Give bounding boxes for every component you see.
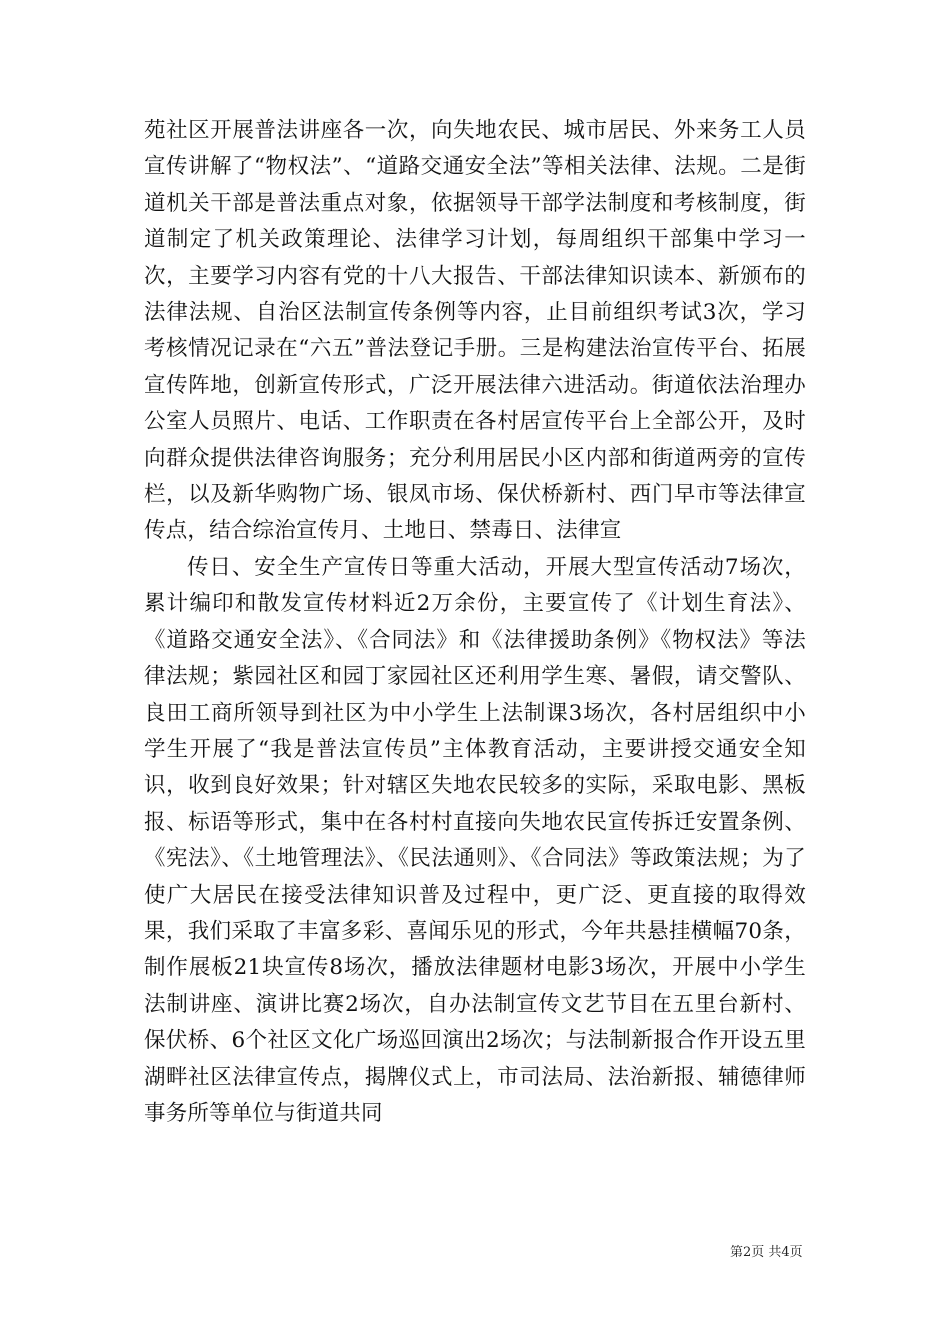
paragraph-1: 苑社区开展普法讲座各一次，向失地农民、城市居民、外来务工人员宣传讲解了“物权法”、“道路交通安全法”等相关法律、法规。二是街道机关干部是普法重点对象，依据领导干部学法制度和考核制度，街道制定了机关政策理论、法律学习计划，每周组织干部集中学习一次，主要学习内容有党的十八大报告、干部法律知识读本、新颁布的法律法规、自治区法制宣传条例等内容，止目前组织考试3次，学习考核情况记录在“六五”普法登记手册。三是构建法治宣传平台、拓展宣传阵地，创新宣传形式，广泛开展法律六进活动。街道依法治理办公室人员照片、电话、工作职责在各村居宣传平台上全部公开，及时向群众提供法律咨询服务；充分利用居民小区内部和街道两旁的宣传栏，以及新华购物广场、银凤市场、保伏桥新村、西门早市等法律宣传点，结合综治宣传月、土地日、禁毒日、法律宣 <box>144 118 806 544</box>
body-text <box>144 113 806 1132</box>
page-number: 第2页 共4页 <box>730 1245 803 1260</box>
paragraph-2: 传日、安全生产宣传日等重大活动，开展大型宣传活动7场次，累计编印和散发宣传材料近2万余份，主要宣传了《计划生育法》、《道路交通安全法》、《合同法》和《法律援助条例》《物权法》等法律法规；紫园社区和园丁家园社区还利用学生寒、暑假，请交警队、良田工商所领导到社区为中小学生上法制课3场次，各村居组织中小学生开展了“我是普法宣传员”主体教育活动，主要讲授交通安全知识，收到良好效果；针对辖区失地农民较多的实际，采取电影、黑板报、标语等形式，集中在各村村直接向失地农民宣传拆迁安置条例、《宪法》、《土地管理法》、《民法通则》、《合同法》等政策法规；为了使广大居民在接受法律知识普及过程中，更广泛、更直接的取得效果，我们采取了丰富多彩、喜闻乐见的形式，今年共悬挂横幅70条，制作展板21块宣传8场次，播放法律题材电影3场次，开展中小学生法制讲座、演讲比赛2场次，自办法制宣传文艺节目在五里台新村、保伏桥、6个社区文化广场巡回演出2场次；与法制新报合作开设五里湖畔社区法律宣传点，揭牌仪式上，市司法局、法治新报、辅德律师事务所等单位与街道共同 <box>144 554 806 1126</box>
